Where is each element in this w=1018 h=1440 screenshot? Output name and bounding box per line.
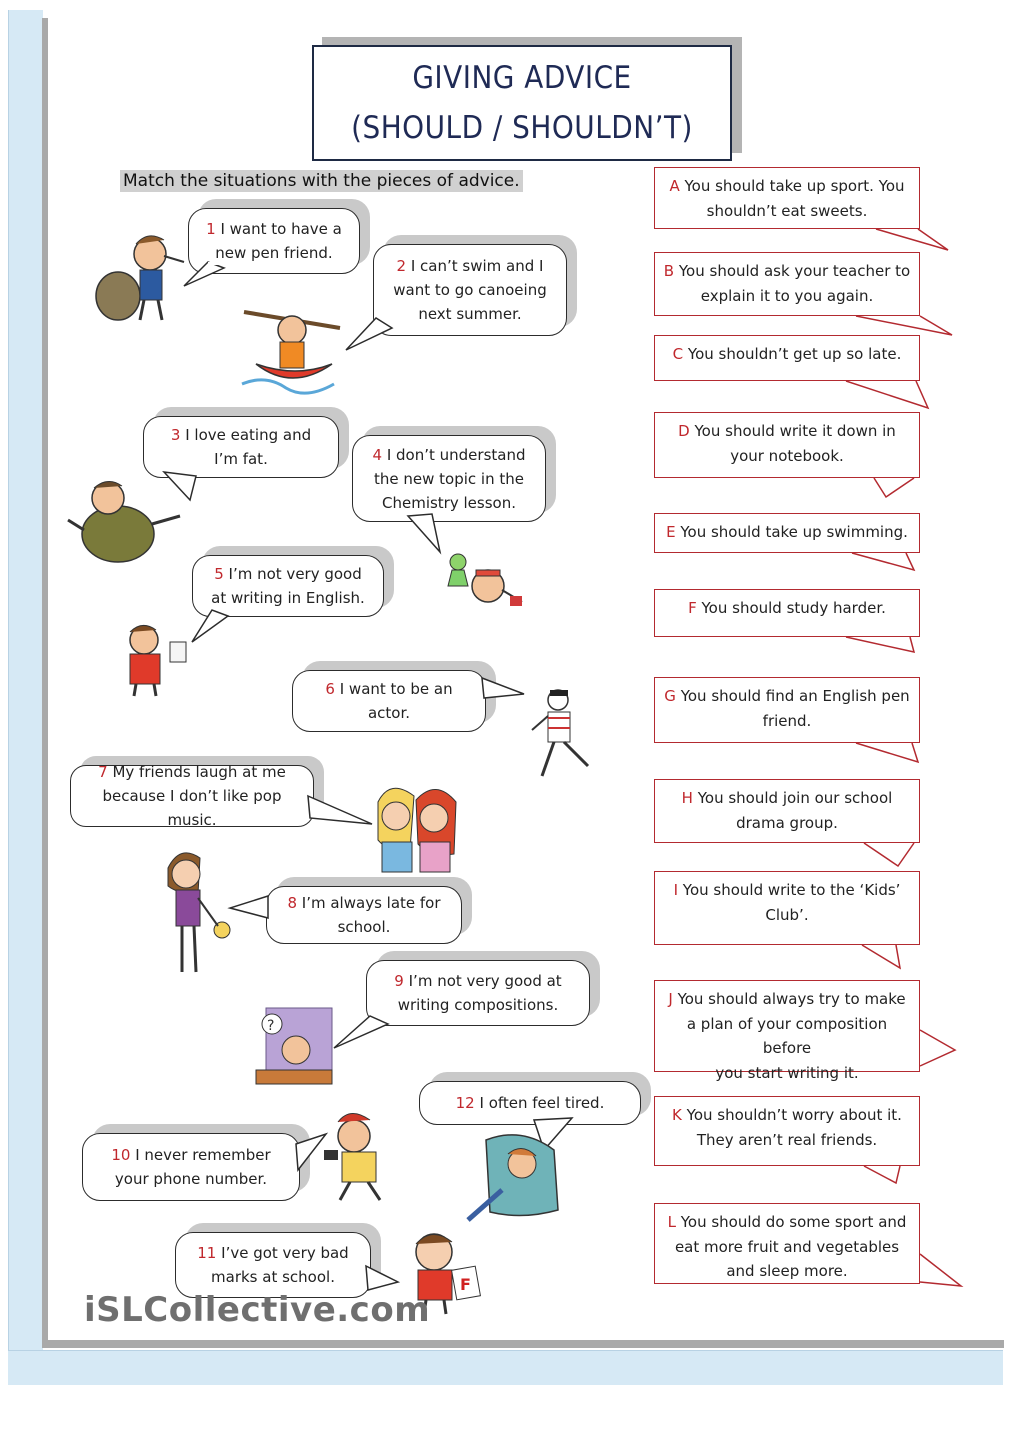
situation-number: 5 bbox=[214, 565, 224, 583]
advice-text: eat more fruit and vegetables bbox=[674, 1237, 900, 1256]
advice-text: You should take up sport. You bbox=[684, 177, 905, 195]
situation-text: I want to have a bbox=[220, 220, 342, 238]
advice-text: You should study harder. bbox=[701, 599, 886, 617]
cartoon-tired-person-armchair bbox=[462, 1130, 566, 1226]
card-tail-j bbox=[917, 1026, 961, 1076]
situation-number: 11 bbox=[197, 1244, 217, 1262]
card-tail-e bbox=[846, 550, 922, 574]
advice-text: drama group. bbox=[736, 813, 838, 832]
advice-letter: C bbox=[672, 345, 684, 363]
bubble-tail-6 bbox=[478, 674, 528, 704]
card-tail-c bbox=[840, 378, 936, 412]
card-tail-d bbox=[870, 475, 930, 501]
situation-text: I’m fat. bbox=[214, 450, 268, 468]
situation-text: I often feel tired. bbox=[479, 1094, 605, 1112]
situation-text: at writing in English. bbox=[211, 589, 365, 607]
situation-number: 4 bbox=[372, 445, 383, 464]
cartoon-chemistry-student bbox=[446, 548, 526, 620]
card-tail-f bbox=[840, 634, 920, 656]
cartoon-mime-actor bbox=[528, 686, 598, 786]
title-line-2: (SHOULD / SHOULDN’T) bbox=[351, 110, 693, 146]
situation-text: I’m not very good at bbox=[408, 972, 562, 990]
advice-letter: F bbox=[688, 599, 697, 617]
cartoon-woman-with-clock bbox=[160, 848, 244, 980]
card-tail-h bbox=[860, 840, 920, 870]
situation-text: writing compositions. bbox=[397, 996, 559, 1014]
situation-bubble-6 bbox=[292, 670, 486, 732]
situation-text: school. bbox=[337, 918, 391, 936]
situation-text: Chemistry lesson. bbox=[382, 493, 516, 512]
situation-bubble-9 bbox=[366, 960, 590, 1026]
advice-text: and sleep more. bbox=[726, 1262, 848, 1280]
advice-card-k bbox=[654, 1096, 920, 1166]
situation-text: the new topic in the bbox=[374, 469, 524, 488]
advice-card-b bbox=[654, 252, 920, 316]
advice-text: Club’. bbox=[765, 905, 809, 924]
advice-text: You should write to the ‘Kids’ bbox=[682, 881, 901, 899]
situation-text: want to go canoeing bbox=[393, 281, 547, 299]
situation-number: 8 bbox=[287, 894, 298, 912]
advice-letter: I bbox=[673, 881, 678, 899]
advice-card-c bbox=[654, 335, 920, 381]
watermark: iSLCollective.com bbox=[84, 1290, 431, 1330]
situation-text: next summer. bbox=[418, 305, 522, 323]
title-line-1: GIVING ADVICE bbox=[412, 60, 632, 96]
card-tail-k bbox=[860, 1163, 910, 1187]
advice-letter: B bbox=[663, 262, 675, 280]
situation-number: 7 bbox=[98, 763, 108, 781]
situation-number: 6 bbox=[325, 680, 335, 698]
bubble-tail-2 bbox=[340, 316, 400, 356]
advice-card-a bbox=[654, 167, 920, 229]
cartoon-man-on-phone bbox=[320, 1106, 408, 1202]
advice-letter: G bbox=[664, 687, 676, 705]
situation-text: I love eating and bbox=[185, 426, 312, 444]
advice-letter: H bbox=[681, 789, 693, 807]
situation-text: I don’t understand bbox=[386, 445, 526, 464]
situation-text: I can’t swim and I bbox=[410, 257, 544, 275]
cartoon-man-with-paper bbox=[110, 618, 190, 698]
advice-text: They aren’t real friends. bbox=[696, 1130, 878, 1149]
advice-letter: J bbox=[668, 990, 673, 1008]
advice-text: explain it to you again. bbox=[700, 286, 874, 305]
advice-text: a plan of your composition before bbox=[686, 1014, 888, 1057]
card-tail-l bbox=[917, 1250, 967, 1292]
advice-text: You shouldn’t get up so late. bbox=[687, 345, 902, 363]
advice-letter: D bbox=[678, 422, 690, 440]
page-frame-left bbox=[8, 10, 43, 1385]
situation-text: I’ve got very bad bbox=[221, 1244, 349, 1262]
advice-text: You should ask your teacher to bbox=[678, 262, 911, 280]
situation-bubble-4 bbox=[352, 435, 546, 522]
advice-card-j bbox=[654, 980, 920, 1082]
situation-bubble-2 bbox=[373, 244, 567, 336]
cartoon-confused-writer bbox=[252, 1004, 336, 1094]
bubble-tail-9 bbox=[330, 1014, 396, 1054]
advice-card-l bbox=[654, 1203, 920, 1284]
situation-number: 1 bbox=[206, 220, 216, 238]
page-frame-left-shadow bbox=[42, 18, 48, 1348]
cartoon-canoeist bbox=[236, 300, 346, 410]
advice-text: shouldn’t eat sweets. bbox=[706, 201, 868, 220]
advice-text: You should take up swimming. bbox=[680, 523, 908, 541]
situation-number: 9 bbox=[394, 972, 404, 990]
situation-text: I’m not very good bbox=[228, 565, 362, 583]
situation-number: 2 bbox=[396, 257, 407, 275]
advice-card-h bbox=[654, 779, 920, 843]
advice-letter: A bbox=[669, 177, 680, 195]
advice-text: you start writing it. bbox=[715, 1063, 859, 1082]
advice-text: You should always try to make bbox=[677, 990, 906, 1008]
advice-text: friend. bbox=[762, 711, 812, 730]
advice-card-f bbox=[654, 589, 920, 637]
question-mark-icon: ? bbox=[267, 1018, 275, 1034]
advice-letter: L bbox=[667, 1213, 676, 1231]
bubble-tail-5 bbox=[188, 608, 238, 648]
situation-bubble-3 bbox=[143, 416, 339, 478]
situation-number: 10 bbox=[111, 1146, 131, 1164]
advice-card-e bbox=[654, 513, 920, 553]
title-box bbox=[312, 45, 732, 161]
advice-text: You shouldn’t worry about it. bbox=[686, 1106, 902, 1124]
page-frame-bottom-shadow bbox=[42, 1340, 1004, 1348]
situation-number: 12 bbox=[455, 1094, 475, 1112]
advice-text: You should write it down in bbox=[694, 422, 896, 440]
cartoon-man-with-bag bbox=[88, 226, 188, 326]
grade-f-icon: F bbox=[460, 1275, 471, 1294]
advice-card-d bbox=[654, 412, 920, 478]
situation-text: I’m always late for bbox=[301, 894, 441, 912]
situation-text: I never remember bbox=[135, 1146, 271, 1164]
cartoon-fat-businessman bbox=[64, 476, 188, 566]
situation-bubble-11 bbox=[175, 1232, 371, 1298]
situation-bubble-7 bbox=[70, 765, 314, 827]
advice-text: You should find an English pen bbox=[680, 687, 910, 705]
instruction: Match the situations with the pieces of advice. bbox=[120, 170, 523, 192]
advice-card-i bbox=[654, 871, 920, 945]
advice-letter: K bbox=[672, 1106, 682, 1124]
advice-text: your notebook. bbox=[730, 446, 844, 465]
cartoon-laughing-girls bbox=[370, 780, 462, 876]
situation-text: marks at school. bbox=[211, 1268, 335, 1286]
situation-text: new pen friend. bbox=[215, 244, 333, 262]
situation-number: 3 bbox=[170, 426, 181, 444]
advice-letter: E bbox=[666, 523, 676, 541]
situation-bubble-8 bbox=[266, 886, 462, 944]
card-tail-g bbox=[850, 740, 926, 766]
situation-text: actor. bbox=[367, 704, 411, 722]
situation-text: your phone number. bbox=[114, 1170, 268, 1188]
situation-bubble-10 bbox=[82, 1133, 300, 1201]
advice-card-g bbox=[654, 677, 920, 743]
card-tail-i bbox=[858, 942, 908, 972]
situation-text: because I don’t like pop music. bbox=[102, 787, 282, 829]
situation-text: My friends laugh at me bbox=[112, 763, 286, 781]
advice-text: You should do some sport and bbox=[680, 1213, 907, 1231]
bubble-tail-7 bbox=[304, 792, 376, 832]
situation-text: I want to be an bbox=[339, 680, 453, 698]
page-frame-bottom bbox=[8, 1350, 1003, 1385]
advice-text: You should join our school bbox=[697, 789, 893, 807]
